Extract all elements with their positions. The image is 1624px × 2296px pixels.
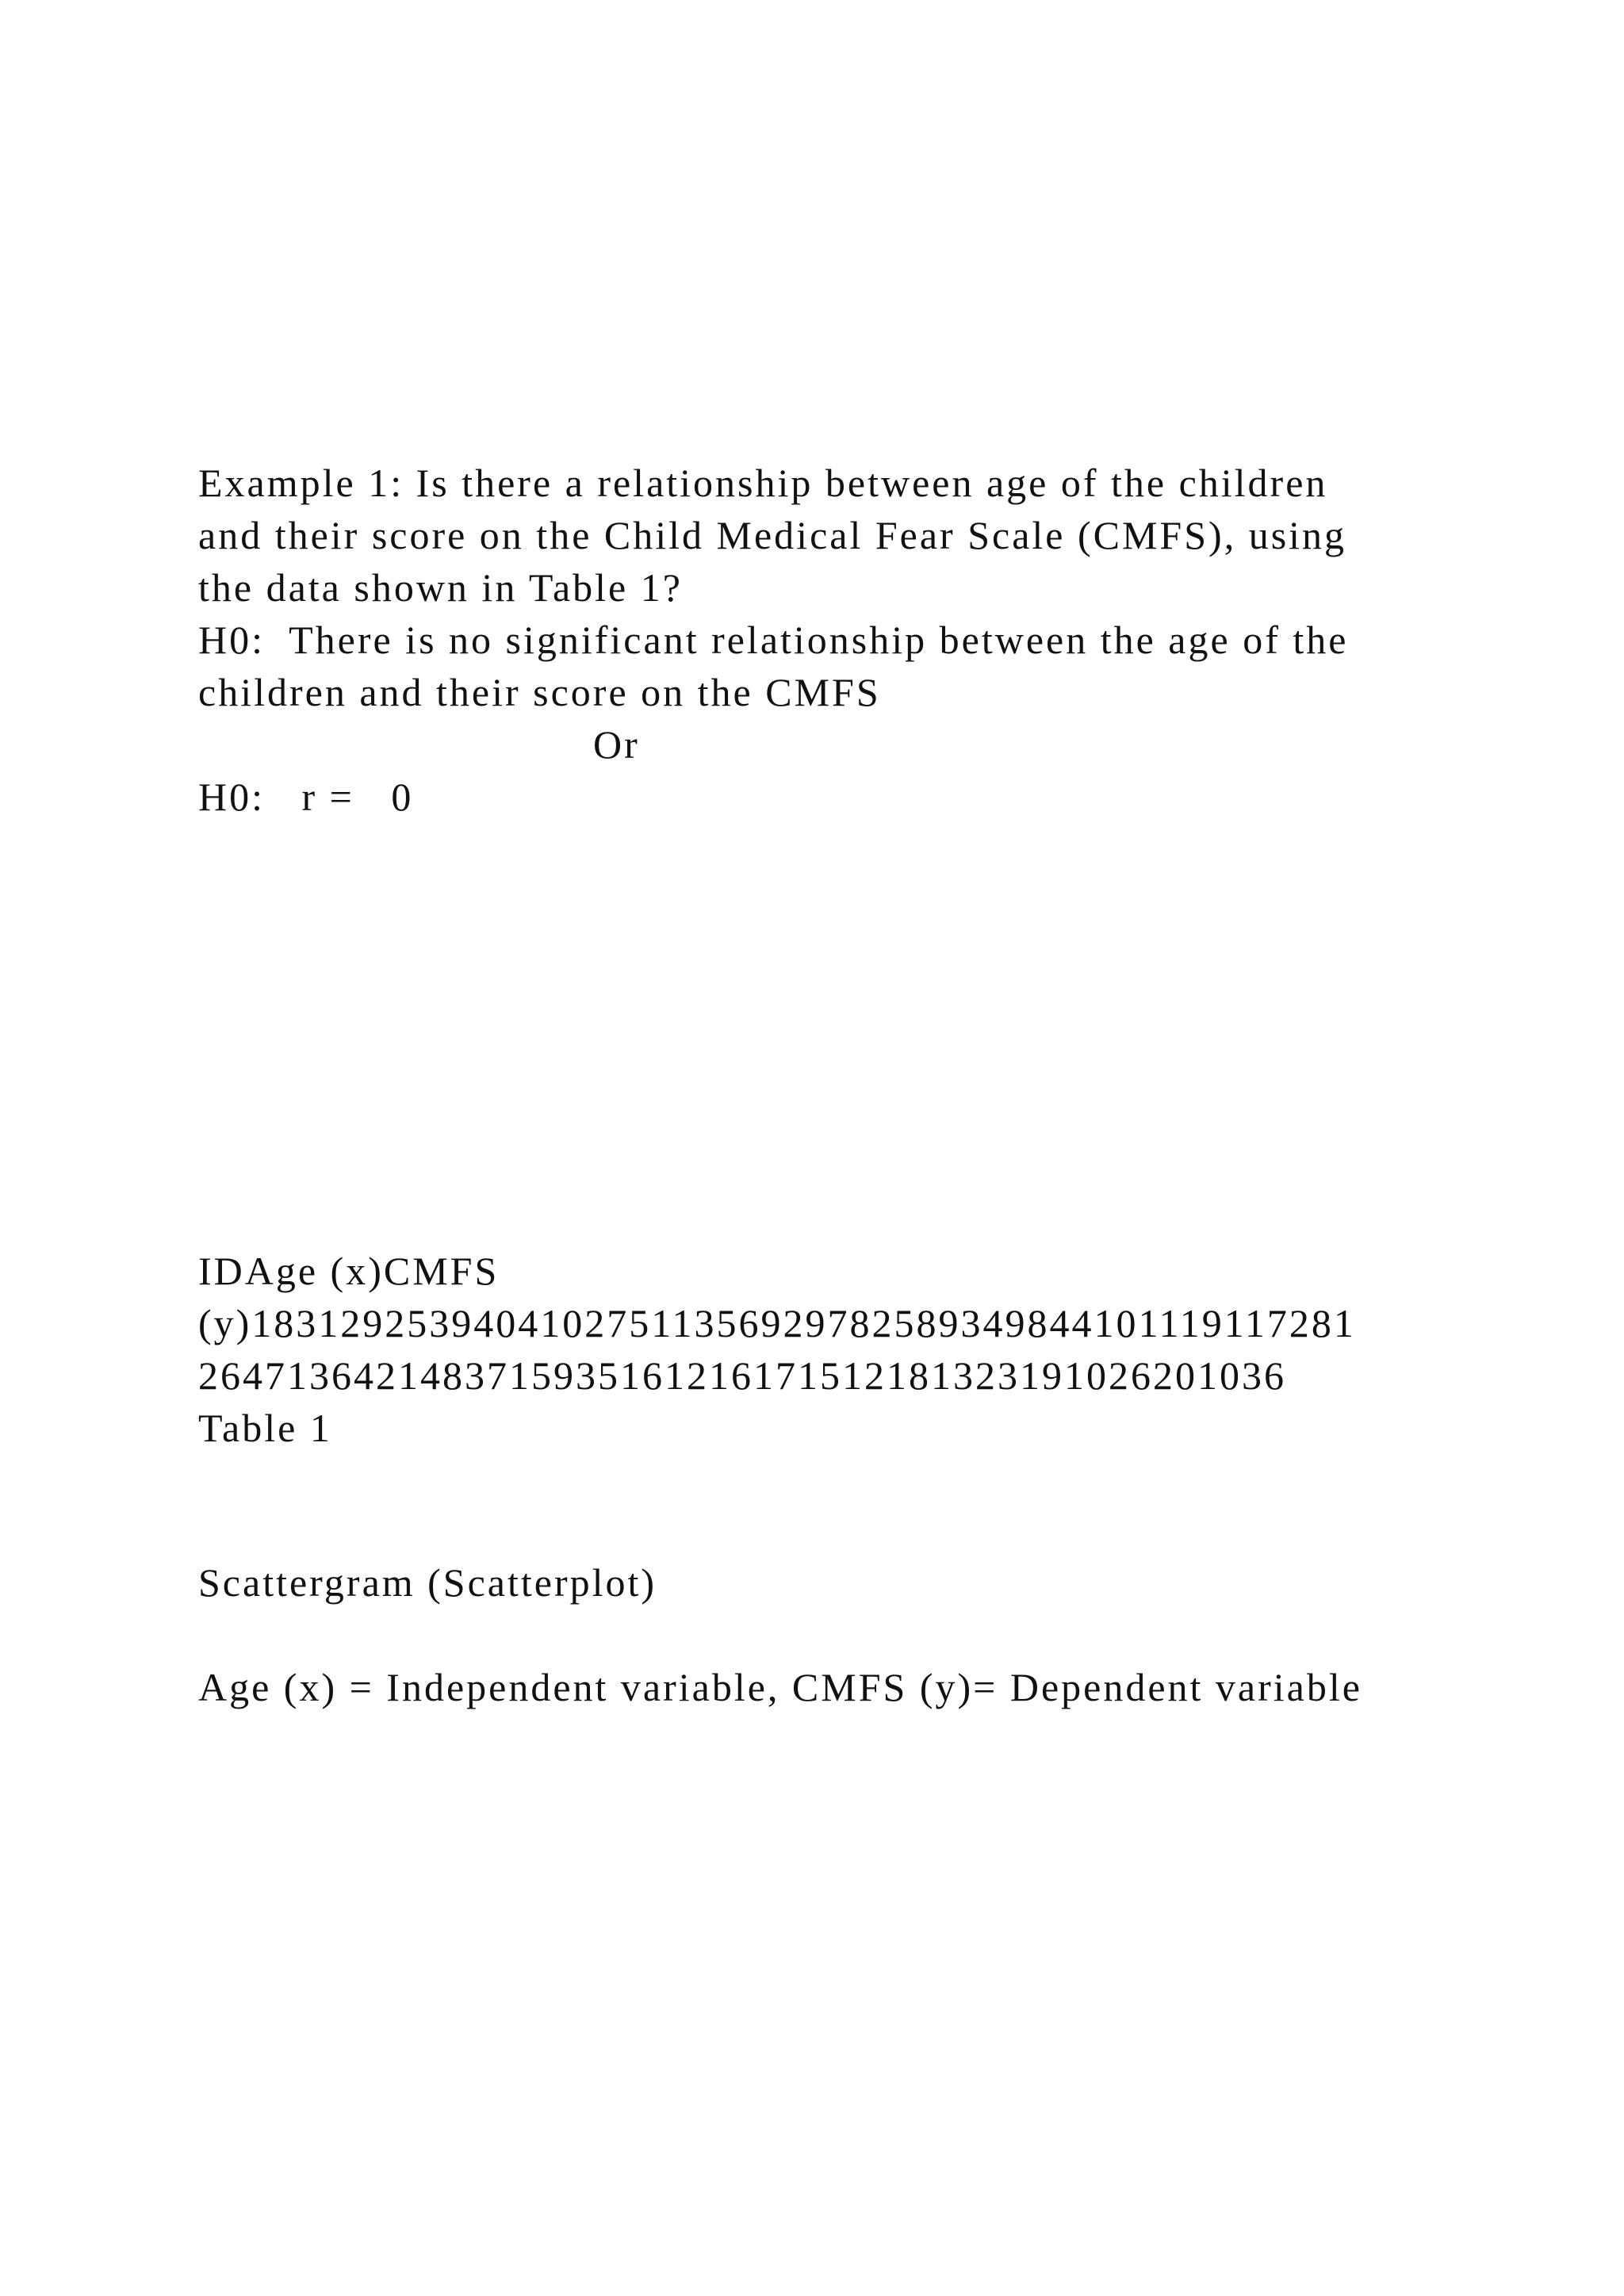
variables-definition: Age (x) = Independent variable, CMFS (y)= Dependent variable [198,1665,1362,1709]
example-question-line-1: Example 1: Is there a relationship between age of the children [198,461,1328,505]
example-question-line-3: the data shown in Table 1? [198,565,683,610]
table-caption: Table 1 [198,1406,332,1450]
null-hypothesis-formula: H0: r = 0 [198,775,414,819]
or-separator: Or [593,722,640,767]
null-hypothesis-line-2: children and their score on the CMFS [198,670,881,714]
null-hypothesis-line-1: H0: There is no significant relationship between the age of the [198,618,1349,662]
table-data-line-2: 2647136421483715935161216171512181323191026201036 [198,1353,1286,1398]
example-question-line-2: and their score on the Child Medical Fear Scale (CMFS), using [198,513,1347,557]
table-data-line-1: (y)18312925394041027511356929782589349844101119117281 [198,1301,1356,1345]
scattergram-heading: Scattergram (Scatterplot) [198,1560,657,1605]
table-header-text: IDAge (x)CMFS [198,1249,500,1293]
